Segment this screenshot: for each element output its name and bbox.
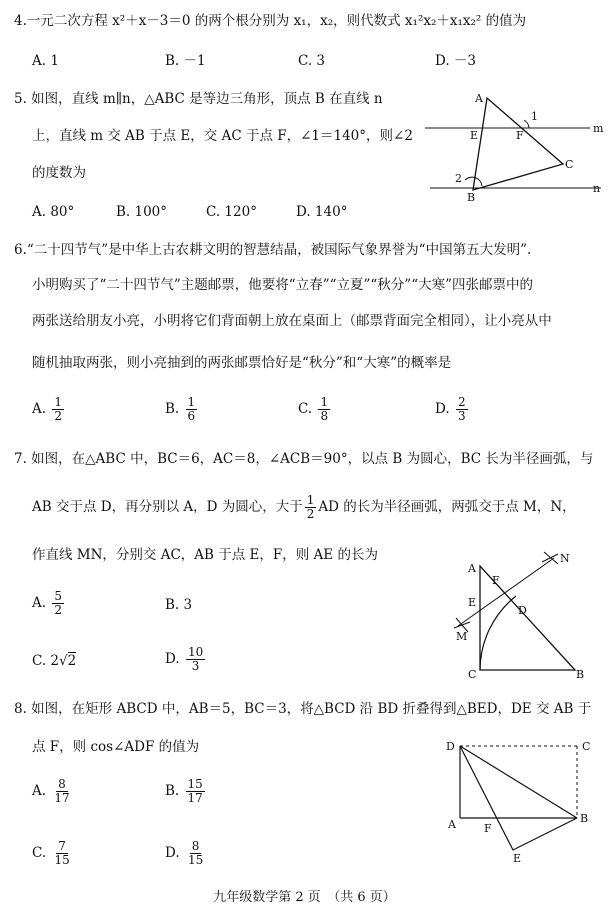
triangle-abc <box>473 98 563 190</box>
q5-figure <box>425 88 605 208</box>
arc-mark-n <box>542 552 558 564</box>
q6-line-4: 随机抽取两张，则小亮抽到的两张邮票恰好是“秋分”和“大寒”的概率是 <box>32 355 452 371</box>
q8-option-b: B. $\frac{15}{17}$ <box>165 777 203 805</box>
fraction: $\frac{1}{2}$ <box>306 493 315 521</box>
label-a: A <box>475 92 483 105</box>
q8-figure <box>440 736 600 866</box>
fraction: $\frac{5}{2}$ <box>54 589 62 617</box>
q8-option-a: A. $\frac{8}{17}$ <box>32 777 70 805</box>
q5-option-d: D. 140° <box>296 204 348 220</box>
fraction: $\frac{8}{17}$ <box>54 777 70 805</box>
q6-option-b: B. $\frac{1}{6}$ <box>165 395 196 423</box>
q4-option-a: A. 1 <box>32 53 59 69</box>
q6-line-2: 小明购买了“二十四节气”主题邮票，他要将“立春”“立夏”“秋分”“大寒”四张邮票中的 <box>32 277 534 293</box>
label-e: E <box>513 852 522 865</box>
q8-line-2: 点 F，则 cos∠ADF 的值为 <box>32 739 200 755</box>
q7-option-d: D. $\frac{10}{3}$ <box>165 645 204 673</box>
q4-stem: 4.一元二次方程 x²＋x－3＝0 的两个根分别为 x₁，x₂，则代数式 x₁²x₂＋x₁x₂² 的值为 <box>14 13 527 29</box>
label-c: C <box>468 668 477 680</box>
fraction: $\frac{1}{2}$ <box>54 395 62 423</box>
fraction: $\frac{7}{15}$ <box>54 839 70 867</box>
label-e: E <box>470 129 479 142</box>
label-f: F <box>484 822 492 835</box>
q6-option-d: D. $\frac{2}{3}$ <box>435 395 466 423</box>
q8-option-d: D. $\frac{8}{15}$ <box>165 839 204 867</box>
label-e: E <box>468 596 477 609</box>
fraction: $\frac{8}{15}$ <box>187 839 204 867</box>
label-a: A <box>468 562 476 575</box>
label-f: F <box>516 129 524 142</box>
q8-line-1: 8. 如图，在矩形 ABCD 中，AB＝5，BC＝3，将△BCD 沿 BD 折叠得到△BED，DE 交 AB 于 <box>14 701 592 717</box>
folded-triangle <box>460 746 577 850</box>
label-b: B <box>576 668 585 680</box>
q6-option-c: C. $\frac{1}{8}$ <box>298 395 329 423</box>
angle-1-arc <box>524 120 529 128</box>
label-c: C <box>582 740 591 753</box>
label-f: F <box>492 574 500 587</box>
label-c: C <box>565 158 574 171</box>
fraction: $\frac{10}{3}$ <box>187 645 204 673</box>
q5-option-b: B. 100° <box>116 204 168 220</box>
q6-line-1: 6.“二十四节气”是中华上古农耕文明的智慧结晶，被国际气象界誉为“中国第五大发明”. <box>14 242 532 258</box>
label-n: N <box>560 552 570 565</box>
label-m: m <box>593 122 604 135</box>
q5-line-2: 上，直线 m 交 AB 于点 E，交 AC 于点 F，∠1＝140°，则∠2 <box>32 128 413 144</box>
q5-option-c: C. 120° <box>206 204 257 220</box>
q5-line-1: 5. 如图，直线 m∥n，△ABC 是等边三角形，顶点 B 在直线 n <box>14 91 383 107</box>
q7-line-2: AB 交于点 D，再分别以 A，D 为圆心，大于 $\frac{1}{2}$ AD 的长为半径画弧，两弧交于点 M，N， <box>32 493 576 521</box>
q4-option-b: B. －1 <box>165 53 206 69</box>
q7-figure <box>440 548 600 680</box>
label-n: n <box>593 182 601 195</box>
q4-option-c: C. 3 <box>298 53 326 69</box>
label-a: A <box>448 818 456 831</box>
label-angle-2: 2 <box>455 172 462 185</box>
q8-option-c: C. $\frac{7}{15}$ <box>32 839 70 867</box>
q4-option-d: D. －3 <box>435 53 477 69</box>
page-footer: 九年级数学第 2 页 （共 6 页） <box>213 890 396 905</box>
q7-line-3: 作直线 MN，分别交 AC，AB 于点 E，F，则 AE 的长为 <box>32 547 378 563</box>
label-d: D <box>446 740 455 753</box>
fraction: $\frac{2}{3}$ <box>457 395 466 423</box>
q7-option-c: C. 2√2 <box>32 653 77 669</box>
sqrt-icon: √ <box>59 653 68 669</box>
label-d: D <box>518 604 527 617</box>
label-b: B <box>467 191 476 204</box>
q5-option-a: A. 80° <box>32 204 75 220</box>
diagonal-bd <box>460 746 577 818</box>
q7-option-b: B. 3 <box>165 597 193 613</box>
q7-option-a: A. $\frac{5}{2}$ <box>32 589 62 617</box>
fraction: $\frac{15}{17}$ <box>187 777 203 805</box>
label-angle-1: 1 <box>531 110 538 123</box>
q7-line-1: 7. 如图，在△ABC 中，BC＝6，AC＝8，∠ACB＝90°，以点 B 为圆心，BC 长为半径画弧，与 <box>14 451 594 467</box>
fraction: $\frac{1}{6}$ <box>187 395 196 423</box>
q5-line-3: 的度数为 <box>32 165 86 181</box>
fraction: $\frac{1}{8}$ <box>320 395 329 423</box>
label-m: M <box>456 630 468 643</box>
q6-line-3: 两张送给朋友小亮，小明将它们背面朝上放在桌面上（邮票背面完全相同），让小亮从中 <box>32 313 552 329</box>
label-b: B <box>580 812 589 825</box>
q6-option-a: A. $\frac{1}{2}$ <box>32 395 62 423</box>
